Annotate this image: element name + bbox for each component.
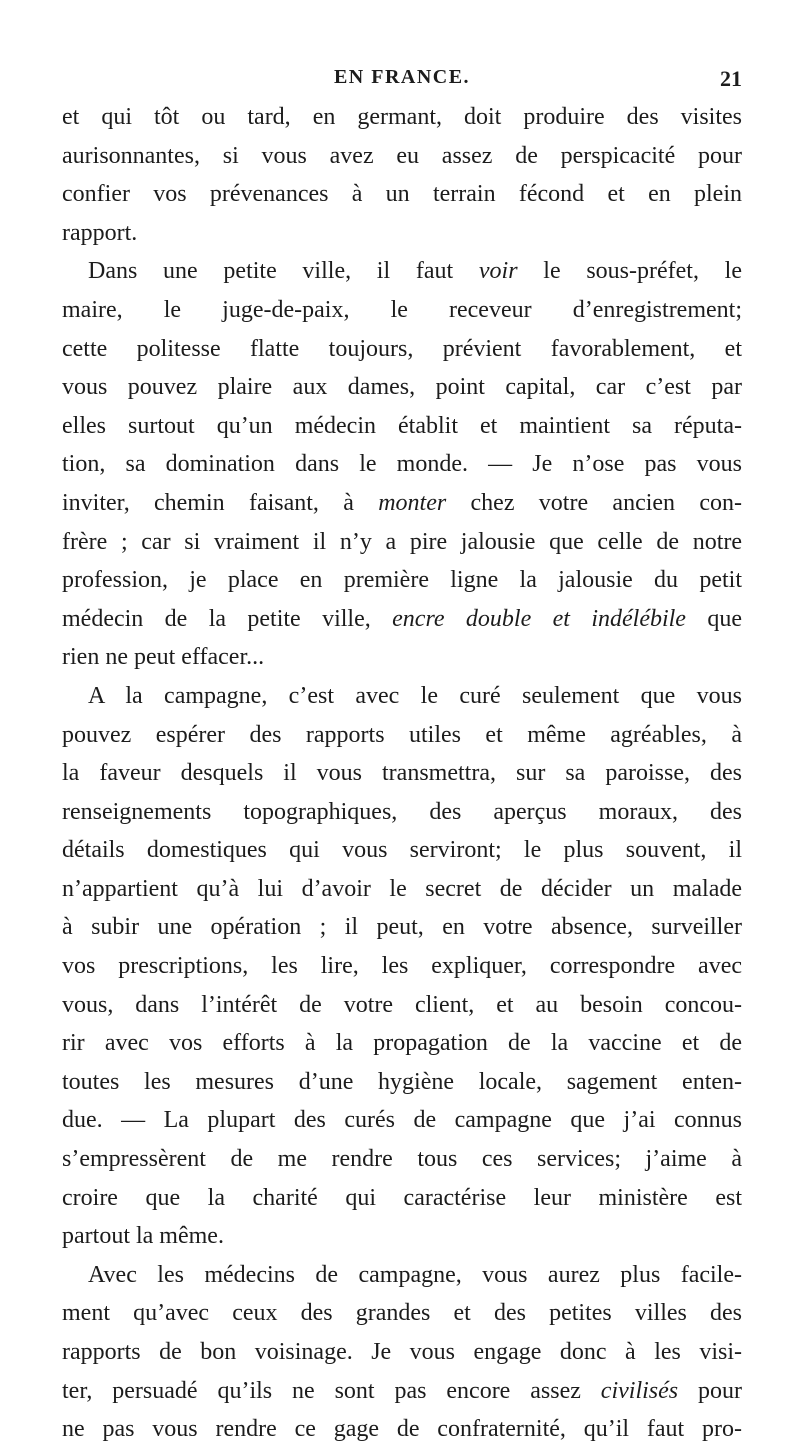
text-line <box>62 1410 742 1449</box>
text-line <box>62 1333 742 1372</box>
text-line <box>62 831 742 870</box>
text-segment: frère ; car si vraiment il n’y a pire jalousie que celle de notre <box>62 528 742 555</box>
italic-text: monter <box>378 489 447 516</box>
text-segment: inviter, chemin faisant, à <box>62 489 379 516</box>
text-line <box>62 1179 742 1218</box>
text-segment: aurisonnantes, si vous avez eu assez de perspicacité pour <box>62 142 742 169</box>
text-segment: cette politesse flatte toujours, prévient favorablement, et <box>62 335 742 362</box>
text-line <box>62 600 742 639</box>
text-segment: maire, le juge-de-paix, le receveur d’enregistrement; <box>62 296 742 323</box>
text-segment: vous, dans l’intérêt de votre client, et au besoin concou- <box>62 991 742 1018</box>
text-segment: partout la même. <box>62 1223 224 1250</box>
text-line <box>62 908 742 947</box>
text-line <box>62 1256 742 1295</box>
text-segment: ter, persuadé qu’ils ne sont pas encore assez <box>62 1377 601 1404</box>
text-line <box>62 291 742 330</box>
text-line <box>62 175 742 214</box>
text-line <box>62 986 742 1025</box>
text-segment: Dans une petite ville, il faut <box>88 258 479 285</box>
text-line <box>62 523 742 562</box>
text-segment: tion, sa domination dans le monde. — Je n’ose pas vous <box>62 451 742 478</box>
text-line <box>62 407 742 446</box>
text-segment: la faveur desquels il vous transmettra, sur sa paroisse, des <box>62 760 742 787</box>
text-segment: croire que la charité qui caractérise leur ministère est <box>62 1184 742 1211</box>
text-line <box>62 1063 742 1102</box>
text-line <box>62 98 742 137</box>
text-segment: profession, je place en première ligne la jalousie du petit <box>62 567 742 594</box>
italic-text: civilisés <box>600 1377 679 1404</box>
text-segment: médecin de la petite ville, <box>62 605 393 632</box>
text-line <box>62 870 742 909</box>
text-segment: elles surtout qu’un médecin établit et maintient sa réputa- <box>62 412 742 439</box>
text-line <box>62 716 742 755</box>
text-segment: renseignements topographiques, des aperçus moraux, des <box>62 798 742 825</box>
text-line <box>62 638 742 677</box>
text-line <box>62 137 742 176</box>
text-line <box>62 793 742 832</box>
text-segment: ment qu’avec ceux des grandes et des petites villes des <box>62 1300 742 1327</box>
text-segment: rapports de bon voisinage. Je vous engage donc à les visi- <box>62 1339 742 1365</box>
text-line <box>62 445 742 484</box>
text-line <box>62 754 742 793</box>
text-line <box>62 330 742 369</box>
text-segment: A la campagne, c’est avec le curé seulement que vous <box>88 682 742 709</box>
text-segment: due. — La plupart des curés de campagne que j’ai connus <box>62 1107 742 1134</box>
text-segment: rien ne peut effacer... <box>62 644 265 671</box>
text-line <box>62 947 742 986</box>
text-line <box>62 1024 742 1063</box>
text-segment: toutes les mesures d’une hygiène locale, sagement enten- <box>62 1068 742 1095</box>
text-line <box>62 1101 742 1140</box>
text-segment: vos prescriptions, les lire, les expliquer, correspondre avec <box>62 953 742 980</box>
running-title: EN FRANCE. <box>333 66 471 88</box>
text-segment: vous pouvez plaire aux dames, point capital, car c’est par <box>62 374 742 401</box>
text-segment: Avec les médecins de campagne, vous aurez plus facile- <box>88 1261 742 1288</box>
text-line <box>62 677 742 716</box>
text-line <box>62 1140 742 1179</box>
text-segment: et qui tôt ou tard, en germant, doit produire des visites <box>62 104 742 130</box>
italic-text: voir <box>478 258 518 285</box>
text-line <box>62 252 742 291</box>
text-line <box>62 561 742 600</box>
text-segment: rir avec vos efforts à la propagation de la vaccine et de <box>62 1030 742 1057</box>
text-line <box>62 214 742 253</box>
page-number: 21 <box>720 66 742 91</box>
text-segment: à subir une opération ; il peut, en votre absence, surveiller <box>62 914 742 941</box>
text-segment: confier vos prévenances à un terrain fécond et en plein <box>62 181 742 208</box>
body-text <box>62 98 742 1449</box>
text-line <box>62 368 742 407</box>
text-segment: pour <box>678 1377 742 1404</box>
text-segment: n’appartient qu’à lui d’avoir le secret de décider un malade <box>62 875 742 902</box>
text-line <box>62 1294 742 1333</box>
text-line <box>62 1217 742 1256</box>
text-segment: pouvez espérer des rapports utiles et même agréables, à <box>62 721 742 748</box>
text-segment: le sous-préfet, le <box>517 258 742 285</box>
text-segment: s’empressèrent de me rendre tous ces services; j’aime à <box>62 1146 742 1173</box>
text-line <box>62 484 742 523</box>
text-segment: rapport. <box>62 219 138 246</box>
text-segment: ne pas vous rendre ce gage de confraternité, qu’il faut pro- <box>62 1416 742 1443</box>
text-line <box>62 1372 742 1411</box>
text-segment: que <box>685 605 742 632</box>
italic-text: encre double et indélébile <box>392 605 686 632</box>
text-segment: détails domestiques qui vous serviront; le plus souvent, il <box>62 837 742 864</box>
text-segment: chez votre ancien con- <box>446 489 742 516</box>
running-header <box>62 66 742 96</box>
